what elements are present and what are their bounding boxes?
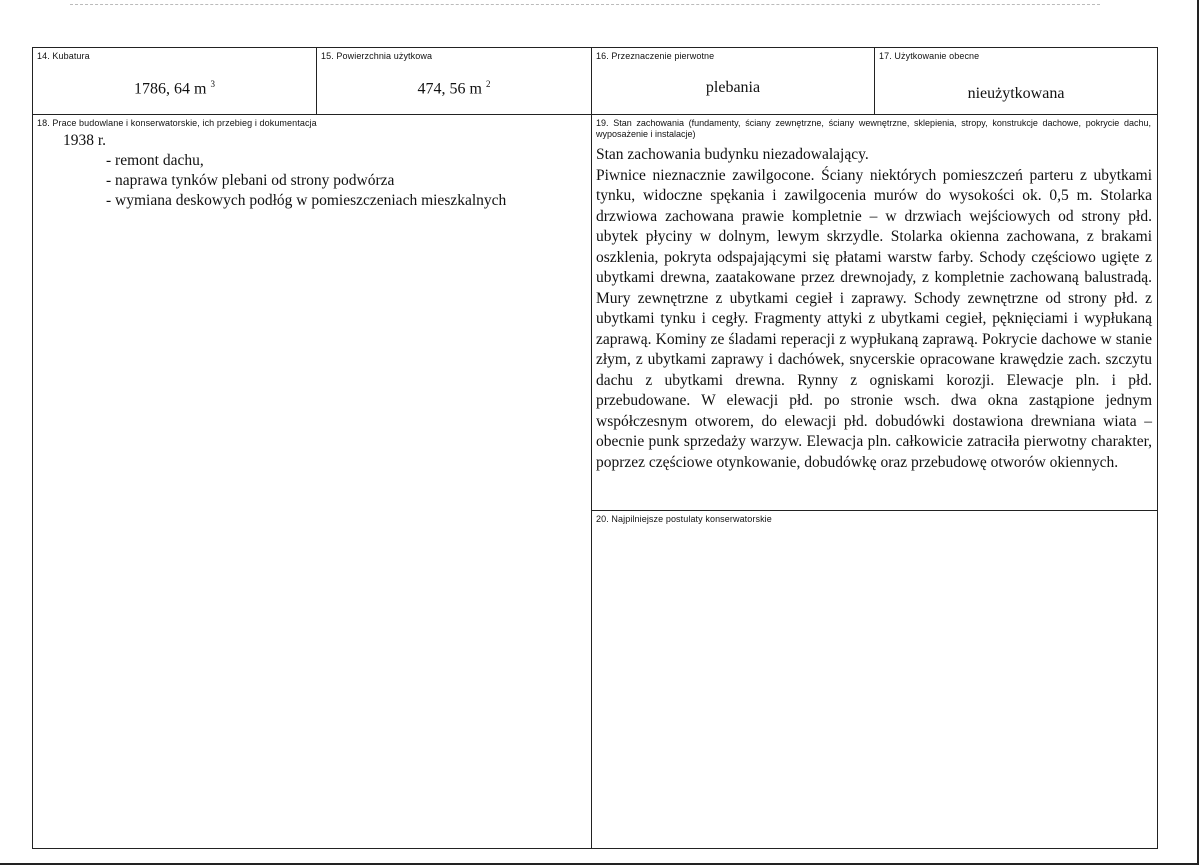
field-19-text [596, 145, 1152, 473]
field-19-label: 19. Stan zachowania (fundamenty, ściany zewnętrzne, ściany wewnętrzne, sklepienia, stropy, konstrukcje dachowe, pokrycie dachu, wyposażenie i instalacje) [596, 118, 1151, 139]
top-scan-line [70, 4, 1100, 5]
field-14-kubatura [33, 48, 316, 114]
field-15-value-text: 474, 56 m [417, 80, 482, 98]
field-15-unit-sup: 2 [485, 79, 491, 89]
list-item: - wymiana deskowych podłóg w pomieszczeniach mieszkalnych [106, 192, 507, 209]
field-14-label: 14. Kubatura [37, 51, 90, 61]
field-18-prace-budowlane [33, 115, 591, 848]
list-item: - remont dachu, [106, 152, 204, 169]
field-14-value [33, 79, 316, 98]
field-14-value-text: 1786, 64 m [134, 80, 207, 98]
record-form [32, 47, 1158, 849]
field-17-value: nieużytkowana [967, 85, 1065, 102]
field-15-label: 15. Powierzchnia użytkowa [321, 51, 433, 61]
list-item: - naprawa tynków plebani od strony podwórza [106, 172, 395, 189]
field-19-paragraph: Piwnice nieznacznie zawilgocone. Ściany niektórych pomieszczeń parteru z ubytkami tynku, widoczne spękania i zawilgocenia murów do wysokości ok. 0,5 m. Stolarka drzwiowa zachowana prawie kompletnie – w drzwiach wejściowych od strony płd. ubytek płyciny w dolnym, lewym skrzydle. Stolarka okienna zachowana, z brakami oszklenia, pokryta odspajającymi się płatami warstw farby. Schody częściowo ugięte z ubytkami drewna, zaatakowane przez drewnojady, z kompletnie zachowaną balustradą. Mury zewnętrzne z ubytkami cegieł i zaprawy. Schody zewnętrzne od strony płd. z ubytkami tynku i cegły. Fragmenty attyki z ubytkami cegieł, pęknięciami i wypłukaną zaprawą. Kominy ze śladami reperacji z wypłukaną zaprawą. Pokrycie dachowe w stanie złym, z ubytkami zaprawy i dachówek, snycerskie opracowane krawędzie zach. szczytu dachu z ubytkami drewna. Rynny z ogniskami korozji. Elewacje pln. i płd. przebudowane. W elewacji płd. po stronie wsch. dwa okna zastąpione jednym współczesnym otworem, do elewacji płd. dobudówki dostawiona drewniana wiata – obecnie punk sprzedaży warzyw. Elewacja pln. całkowicie zatraciła pierwotny charakter, poprzez częściowe otynkowanie, dobudówkę oraz przebudowę otworów okiennych. [596, 166, 1152, 471]
field-17-label: 17. Użytkowanie obecne [879, 51, 980, 61]
field-20-postulaty [592, 511, 1157, 848]
field-16-value: plebania [705, 79, 761, 96]
field-16-label: 16. Przeznaczenie pierwotne [596, 51, 715, 61]
field-18-works-list [63, 131, 506, 211]
field-15-value [317, 79, 591, 98]
field-19-paragraph: Stan zachowania budynku niezadowalający. [596, 146, 869, 163]
field-18-year: 1938 r. [63, 132, 107, 149]
field-14-unit-sup: 3 [210, 79, 215, 89]
field-17-uzytkowanie [875, 48, 1157, 114]
field-15-powierzchnia [317, 48, 591, 114]
field-19-stan-zachowania [592, 115, 1157, 510]
field-16-przeznaczenie [592, 48, 874, 114]
field-18-label: 18. Prace budowlane i konserwatorskie, ich przebieg i dokumentacja [37, 118, 317, 128]
field-20-label: 20. Najpilniejsze postulaty konserwatorskie [596, 514, 772, 524]
